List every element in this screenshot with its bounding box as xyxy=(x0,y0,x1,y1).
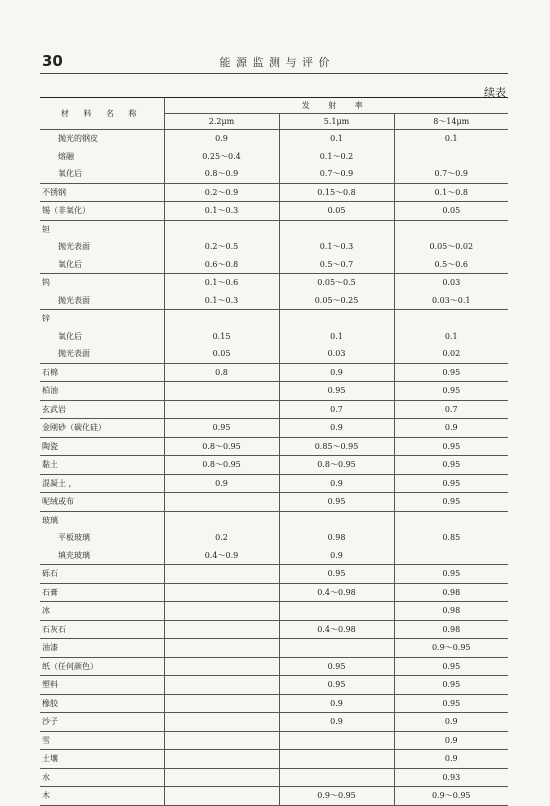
emissivity-value: 0.1 xyxy=(279,328,394,346)
emissivity-value xyxy=(164,713,279,732)
table-row xyxy=(40,639,508,658)
table-row xyxy=(40,437,508,456)
emissivity-value: 0.02 xyxy=(394,345,508,363)
table-row xyxy=(40,345,508,363)
emissivity-value: 0.95 xyxy=(394,456,508,475)
table-row xyxy=(40,713,508,732)
emissivity-value xyxy=(164,768,279,787)
column-header-8-14um: 8～14μm xyxy=(394,114,508,130)
material-name: 玻璃 xyxy=(42,515,58,525)
table-row xyxy=(40,547,508,565)
material-name: 塑料 xyxy=(40,676,164,695)
emissivity-value: 0.8～0.95 xyxy=(164,437,279,456)
emissivity-value: 0.9～0.95 xyxy=(394,787,508,806)
emissivity-value: 0.03 xyxy=(279,345,394,363)
emissivity-value: 0.9 xyxy=(394,713,508,732)
column-header-5-1um: 5.1μm xyxy=(279,114,394,130)
material-name: 氧化后 xyxy=(40,256,164,274)
table-row xyxy=(40,529,508,547)
emissivity-value xyxy=(164,583,279,602)
material-name: 水 xyxy=(40,768,164,787)
table-body xyxy=(40,130,508,806)
emissivity-value: 0.95 xyxy=(394,493,508,512)
material-name: 抛光的钢皮 xyxy=(58,134,98,143)
material-name: 黏土 xyxy=(40,456,164,475)
emissivity-value: 0.9 xyxy=(279,547,394,565)
emissivity-value: 0.2～0.9 xyxy=(164,183,279,202)
emissivity-value: 0.9 xyxy=(279,713,394,732)
emissivity-value: 0.95 xyxy=(279,676,394,695)
material-name: 不锈钢 xyxy=(40,183,164,202)
emissivity-value xyxy=(164,657,279,676)
emissivity-value: 0.95 xyxy=(394,565,508,584)
emissivity-value: 0.8～0.9 xyxy=(164,165,279,183)
emissivity-value: 0.2～0.5 xyxy=(164,238,279,256)
emissivity-value: 0.95 xyxy=(164,419,279,438)
emissivity-value: 0.5～0.7 xyxy=(279,256,394,274)
emissivity-value: 0.93 xyxy=(394,768,508,787)
emissivity-value xyxy=(279,602,394,621)
emissivity-value: 0.05～0.25 xyxy=(279,292,394,310)
emissivity-value xyxy=(164,400,279,419)
emissivity-value: 0.95 xyxy=(279,493,394,512)
table-row xyxy=(40,565,508,584)
material-name: 钨 xyxy=(42,278,50,287)
table-row xyxy=(40,130,508,148)
table-row xyxy=(40,382,508,401)
emissivity-value: 0.1～0.3 xyxy=(279,238,394,256)
material-name: 柏油 xyxy=(40,382,164,401)
table-row xyxy=(40,310,508,328)
emissivity-value xyxy=(394,310,508,328)
material-name: 平板玻璃 xyxy=(58,533,90,542)
material-name: 金刚砂（碳化硅） xyxy=(40,419,164,438)
table-row xyxy=(40,511,508,529)
emissivity-value: 0.7 xyxy=(394,400,508,419)
emissivity-value: 0.98 xyxy=(394,583,508,602)
emissivity-value: 0.1～0.3 xyxy=(164,292,279,310)
emissivity-value xyxy=(164,787,279,806)
emissivity-value: 0.95 xyxy=(279,382,394,401)
emissivity-value xyxy=(164,731,279,750)
emissivity-value: 0.03～0.1 xyxy=(394,292,508,310)
page-number: 30 xyxy=(42,52,63,70)
material-name: 陶瓷 xyxy=(40,437,164,456)
emissivity-value: 0.98 xyxy=(394,620,508,639)
emissivity-value: 0.8～0.95 xyxy=(279,456,394,475)
emissivity-value: 0.1～0.6 xyxy=(164,274,279,292)
material-name: 抛光表面 xyxy=(58,242,90,251)
emissivity-value: 0.05 xyxy=(279,202,394,221)
table-row xyxy=(40,419,508,438)
emissivity-value xyxy=(279,731,394,750)
table-row xyxy=(40,493,508,512)
emissivity-value xyxy=(279,768,394,787)
emissivity-value xyxy=(164,750,279,769)
emissivity-value: 0.05 xyxy=(164,345,279,363)
emissivity-value: 0.9～0.95 xyxy=(279,787,394,806)
emissivity-value xyxy=(279,750,394,769)
emissivity-value: 0.9 xyxy=(394,419,508,438)
emissivity-value: 0.95 xyxy=(394,382,508,401)
emissivity-value: 0.1～0.8 xyxy=(394,183,508,202)
material-name: 填充玻璃 xyxy=(40,547,164,565)
emissivity-value: 0.9 xyxy=(279,419,394,438)
emissivity-value xyxy=(394,547,508,565)
emissivity-value: 0.85 xyxy=(394,529,508,547)
table-row xyxy=(40,768,508,787)
table-row xyxy=(40,456,508,475)
emissivity-value: 0.5～0.6 xyxy=(394,256,508,274)
emissivity-value xyxy=(394,511,508,529)
table-row xyxy=(40,731,508,750)
table-row xyxy=(40,292,508,310)
emissivity-value xyxy=(279,511,394,529)
table-row xyxy=(40,694,508,713)
emissivity-value: 0.98 xyxy=(279,529,394,547)
table-row xyxy=(40,148,508,166)
material-name: 冰 xyxy=(40,602,164,621)
material-name: 木 xyxy=(40,787,164,806)
material-name: 土壤 xyxy=(40,750,164,769)
emissivity-value xyxy=(164,602,279,621)
emissivity-value xyxy=(279,220,394,238)
emissivity-value: 0.7 xyxy=(279,400,394,419)
table-row xyxy=(40,220,508,238)
emissivity-value xyxy=(164,220,279,238)
emissivity-value xyxy=(279,310,394,328)
emissivity-value xyxy=(164,382,279,401)
material-name: 沙子 xyxy=(40,713,164,732)
emissivity-value xyxy=(394,148,508,166)
emissivity-value: 0.85～0.95 xyxy=(279,437,394,456)
emissivity-value xyxy=(164,493,279,512)
emissivity-value: 0.1～0.2 xyxy=(279,148,394,166)
emissivity-value xyxy=(164,620,279,639)
emissivity-value: 0.2 xyxy=(164,529,279,547)
emissivity-value xyxy=(164,694,279,713)
emissivity-value: 0.95 xyxy=(394,676,508,695)
emissivity-value: 0.7～0.9 xyxy=(394,165,508,183)
material-name: 氧化后 xyxy=(58,331,82,341)
material-name: 抛光表面 xyxy=(40,345,164,363)
material-name: 氧化后 xyxy=(40,165,164,183)
emissivity-value: 0.4～0.9 xyxy=(164,547,279,565)
material-name: 锌 xyxy=(42,314,50,323)
table-row xyxy=(40,750,508,769)
emissivity-value xyxy=(394,220,508,238)
emissivity-value: 0.9 xyxy=(394,731,508,750)
table-row xyxy=(40,400,508,419)
emissivity-value xyxy=(164,676,279,695)
table-row xyxy=(40,676,508,695)
emissivity-value: 0.03 xyxy=(394,274,508,292)
header-rule xyxy=(40,73,508,74)
continued-label: 续表 xyxy=(484,86,506,99)
emissivity-value: 0.1 xyxy=(279,130,394,148)
table-row xyxy=(40,202,508,221)
table-row xyxy=(40,165,508,183)
material-name: 熔融 xyxy=(58,151,74,161)
emissivity-value: 0.15～0.8 xyxy=(279,183,394,202)
table-row xyxy=(40,583,508,602)
emissivity-value xyxy=(164,511,279,529)
material-name: 石膏 xyxy=(40,583,164,602)
table-row xyxy=(40,620,508,639)
table-row xyxy=(40,787,508,806)
emissivity-value: 0.98 xyxy=(394,602,508,621)
emissivity-value xyxy=(279,639,394,658)
emissivity-value: 0.1 xyxy=(394,328,508,346)
emissivity-value: 0.05～0.5 xyxy=(279,274,394,292)
emissivity-value: 0.05 xyxy=(394,202,508,221)
emissivity-value: 0.9～0.95 xyxy=(394,639,508,658)
emissivity-value: 0.95 xyxy=(394,657,508,676)
emissivity-group-header: 发 射 率 xyxy=(164,98,508,114)
emissivity-value xyxy=(164,310,279,328)
material-name: 砾石 xyxy=(40,565,164,584)
emissivity-value: 0.95 xyxy=(394,694,508,713)
emissivity-value: 0.4～0.98 xyxy=(279,583,394,602)
emissivity-value: 0.9 xyxy=(164,474,279,493)
material-name: 呢绒或布 xyxy=(40,493,164,512)
material-name: 锡（非氧化） xyxy=(40,202,164,221)
emissivity-value: 0.25～0.4 xyxy=(164,148,279,166)
column-header-2-2um: 2.2μm xyxy=(164,114,279,130)
material-name: 纸（任何颜色） xyxy=(40,657,164,676)
table-row xyxy=(40,474,508,493)
emissivity-value xyxy=(164,639,279,658)
material-column-header: 材 料 名 称 xyxy=(40,98,164,130)
material-name: 油漆 xyxy=(40,639,164,658)
emissivity-value: 0.05～0.02 xyxy=(394,238,508,256)
emissivity-value: 0.95 xyxy=(394,474,508,493)
emissivity-value: 0.95 xyxy=(394,437,508,456)
emissivity-value: 0.95 xyxy=(279,565,394,584)
emissivity-value: 0.1 xyxy=(394,130,508,148)
emissivity-value: 0.9 xyxy=(279,694,394,713)
material-name: 橡胶 xyxy=(40,694,164,713)
running-header: 能 源 监 测 与 评 价 xyxy=(219,56,331,69)
table-row xyxy=(40,363,508,382)
table-row xyxy=(40,657,508,676)
material-name: 抛光表面 xyxy=(40,292,164,310)
table-row xyxy=(40,238,508,256)
emissivity-value: 0.9 xyxy=(394,750,508,769)
material-name: 混凝土 ， xyxy=(40,474,164,493)
emissivity-value: 0.15 xyxy=(164,328,279,346)
emissivity-value: 0.9 xyxy=(279,363,394,382)
table-row xyxy=(40,328,508,346)
table-row xyxy=(40,183,508,202)
emissivity-value: 0.9 xyxy=(279,474,394,493)
material-name: 玄武岩 xyxy=(40,400,164,419)
emissivity-value: 0.95 xyxy=(394,363,508,382)
table-row xyxy=(40,602,508,621)
emissivity-value: 0.1～0.3 xyxy=(164,202,279,221)
emissivity-value: 0.8～0.95 xyxy=(164,456,279,475)
material-name: 石灰石 xyxy=(40,620,164,639)
emissivity-value: 0.95 xyxy=(279,657,394,676)
table-row xyxy=(40,274,508,292)
emissivity-value: 0.6～0.8 xyxy=(164,256,279,274)
emissivity-value: 0.4～0.98 xyxy=(279,620,394,639)
table-row xyxy=(40,256,508,274)
emissivity-value xyxy=(164,565,279,584)
material-name: 雪 xyxy=(40,731,164,750)
emissivity-table xyxy=(40,97,508,806)
material-name: 石棉 xyxy=(40,363,164,382)
emissivity-value: 0.8 xyxy=(164,363,279,382)
emissivity-value: 0.9 xyxy=(164,130,279,148)
emissivity-value: 0.7～0.9 xyxy=(279,165,394,183)
material-name: 钽 xyxy=(42,224,50,234)
